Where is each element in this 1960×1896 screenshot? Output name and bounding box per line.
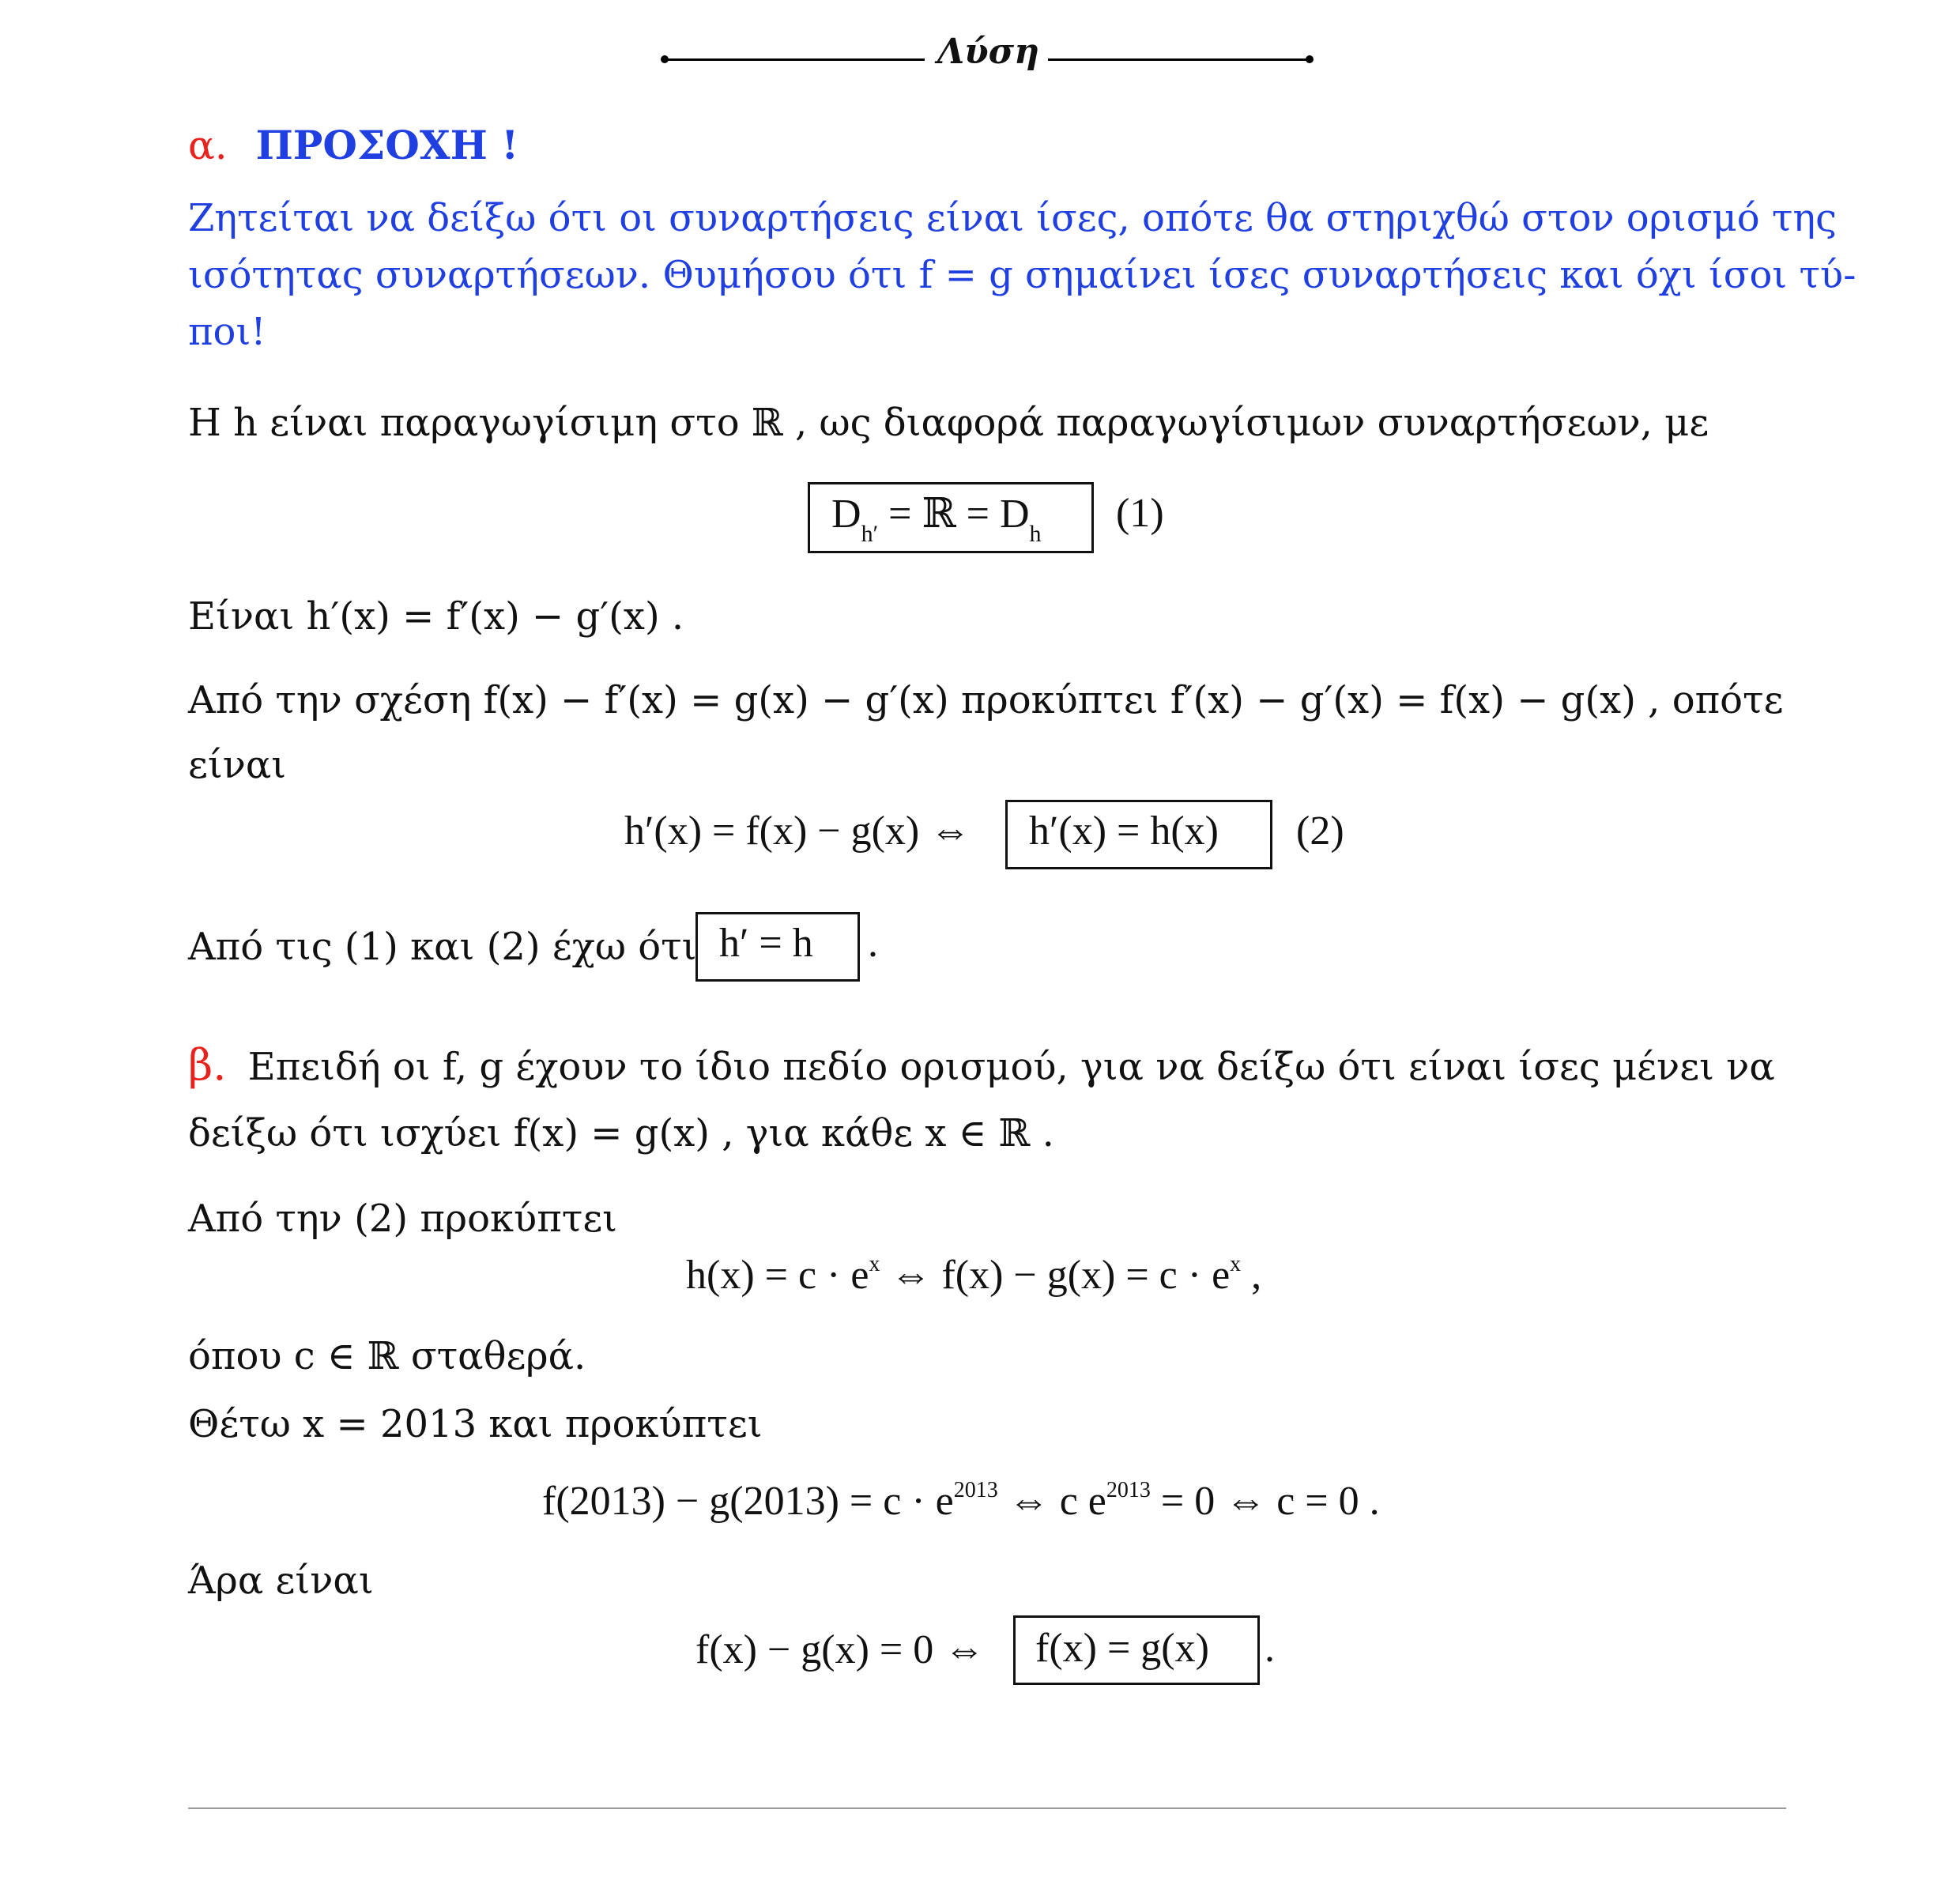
part-a-note-line-2: ισότητας συναρτήσεων. Θυμήσου ότι f = g σημαίνει ίσες συναρτήσεις και όχι ίσοι τύ- (188, 253, 1856, 297)
conclusion-a-end: . (868, 921, 878, 966)
header-rule-left (664, 58, 925, 61)
conclusion-a: h′ = h (719, 921, 813, 966)
equation-5-end: . (1265, 1626, 1275, 1671)
part-b-paragraph-4: Άρα είναι (188, 1559, 374, 1603)
equation-1: $D_{h'}$ = ℝ = $D_h$ (831, 492, 1042, 547)
part-a-note-line-3: ποι! (188, 310, 266, 354)
part-a-paragraph-3-line-2: είναι (188, 743, 287, 787)
equation-2-boxed: h′(x) = h(x) (1029, 809, 1219, 854)
part-a-paragraph-4: Από τις (1) και (2) έχω ότι (188, 925, 697, 969)
part-b-line-2: δείξω ότι ισχύει f(x) = g(x) , για κάθε x ∈ ℝ . (188, 1111, 1054, 1155)
part-b-paragraph-1: Από την (2) προκύπτει (188, 1197, 617, 1241)
part-a-paragraph-3-line-1: Από την σχέση f(x) − f′(x) = g(x) − g′(x) προκύπτει f′(x) − g′(x) = f(x) − g(x) , οπότε (188, 678, 1784, 722)
equation-4: $f(2013) - g(2013) = c \cdot e^{2013}$ ⇔ c $e^{2013} = 0$ ⇔ c = 0 . (542, 1478, 1380, 1524)
header-rule-right (1048, 58, 1309, 61)
section-title: Λύση (937, 32, 1040, 72)
equation-2-tag: (2) (1296, 809, 1344, 854)
equation-3: $h(x) = c \cdot e^x$ ⇔ $f(x) - g(x) = c \cdot e^x$ , (686, 1252, 1262, 1298)
part-a-label: α. (188, 123, 228, 168)
page-bottom-rule (188, 1807, 1786, 1809)
equation-1-tag: (1) (1116, 491, 1164, 536)
part-a-paragraph-2: Είναι h′(x) = f′(x) − g′(x) . (188, 594, 684, 639)
header-rule-right-dot (1306, 55, 1314, 63)
part-a-heading (188, 122, 518, 169)
part-b-paragraph-3: Θέτω x = 2013 και προκύπτει (188, 1402, 763, 1446)
part-b-line-1: β. Επειδή οι f, g έχουν το ίδιο πεδίο ορισμού, για να δείξω ότι είναι ίσες μένει να (188, 1040, 1775, 1090)
equation-2-left: h′(x) = f(x) − g(x) ⇔ (624, 809, 971, 854)
equation-5-boxed: f(x) = g(x) (1035, 1626, 1209, 1671)
part-a-heading-text: ΠΡΟΣΟΧΗ ! (255, 122, 519, 168)
part-b-paragraph-2: όπου c ∈ ℝ σταθερά. (188, 1334, 586, 1378)
equation-5-left: f(x) − g(x) = 0 ⇔ (695, 1627, 986, 1672)
part-a-paragraph-1: Η h είναι παραγωγίσιμη στο ℝ , ως διαφορά παραγωγίσιμων συναρτήσεων, με (188, 401, 1709, 445)
part-a-note-line-1: Ζητείται να δείξω ότι οι συναρτήσεις είναι ίσες, οπότε θα στηριχθώ στον ορισμό της (188, 196, 1838, 240)
part-b-label: β. (188, 1040, 227, 1090)
